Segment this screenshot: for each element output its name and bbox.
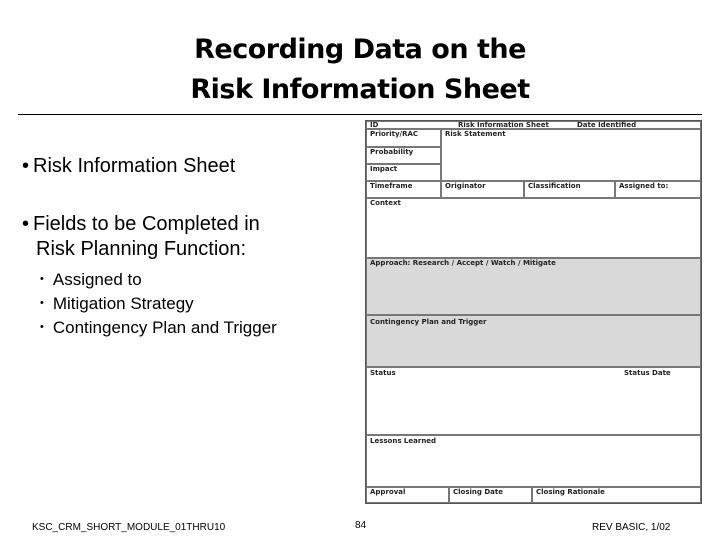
field-date-identified-label: Date Identified	[577, 121, 637, 129]
bullet-dot: •	[22, 213, 30, 235]
field-status-date-label: Status Date	[624, 369, 671, 377]
subitem-contingency-plan	[40, 318, 277, 338]
field-assigned-to-label: Assigned to:	[619, 182, 669, 190]
slide-title-line1: Recording Data on the	[194, 34, 526, 65]
field-probability-label: Probability	[370, 148, 414, 156]
subitem-assigned-to	[40, 270, 142, 290]
bullet-text: Risk Information Sheet	[33, 155, 236, 177]
field-approach-label: Approach: Research / Accept / Watch / Mitigate	[370, 259, 556, 267]
footer-module-id: KSC_CRM_SHORT_MODULE_01THRU10	[32, 522, 226, 533]
field-context	[366, 198, 701, 258]
risk-information-sheet-form	[365, 120, 702, 504]
field-priority-rac-label: Priority/RAC	[370, 130, 419, 138]
bullet-dot: •	[40, 273, 44, 285]
bullet-fields-continuation: Risk Planning Function:	[36, 238, 247, 260]
field-closing-rationale-label: Closing Rationale	[536, 488, 605, 496]
footer-page-number: 84	[355, 520, 367, 531]
footer-revision: REV BASIC, 1/02	[592, 522, 671, 533]
subitem-mitigation-strategy	[40, 294, 194, 314]
subitem-text: Mitigation Strategy	[52, 294, 194, 313]
field-approval-label: Approval	[370, 488, 406, 496]
field-impact-label: Impact	[370, 165, 398, 173]
field-status	[366, 367, 701, 435]
form-header-title: Risk Information Sheet	[458, 121, 549, 129]
bullet-risk-information-sheet	[22, 155, 235, 178]
field-originator-label: Originator	[445, 182, 486, 190]
field-classification-label: Classification	[528, 182, 581, 190]
subitem-text: Contingency Plan and Trigger	[52, 318, 277, 337]
field-lessons-learned-label: Lessons Learned	[370, 437, 437, 445]
subitem-text: Assigned to	[52, 270, 142, 289]
bullet-fields-to-complete	[22, 213, 260, 236]
slide-title-line2: Risk Information Sheet	[190, 74, 530, 105]
bullet-dot: •	[40, 321, 44, 333]
field-closing-date-label: Closing Date	[453, 488, 503, 496]
field-id-label: ID	[370, 121, 379, 129]
bullet-text: Fields to be Completed in	[33, 213, 260, 235]
field-timeframe-label: Timeframe	[370, 182, 413, 190]
title-divider	[18, 114, 702, 115]
field-risk-statement-label: Risk Statement	[445, 130, 506, 138]
field-context-label: Context	[370, 199, 401, 207]
field-status-label: Status	[370, 369, 396, 377]
bullet-dot: •	[40, 297, 44, 309]
bullet-dot: •	[22, 155, 30, 177]
field-contingency-plan-label: Contingency Plan and Trigger	[370, 318, 487, 326]
